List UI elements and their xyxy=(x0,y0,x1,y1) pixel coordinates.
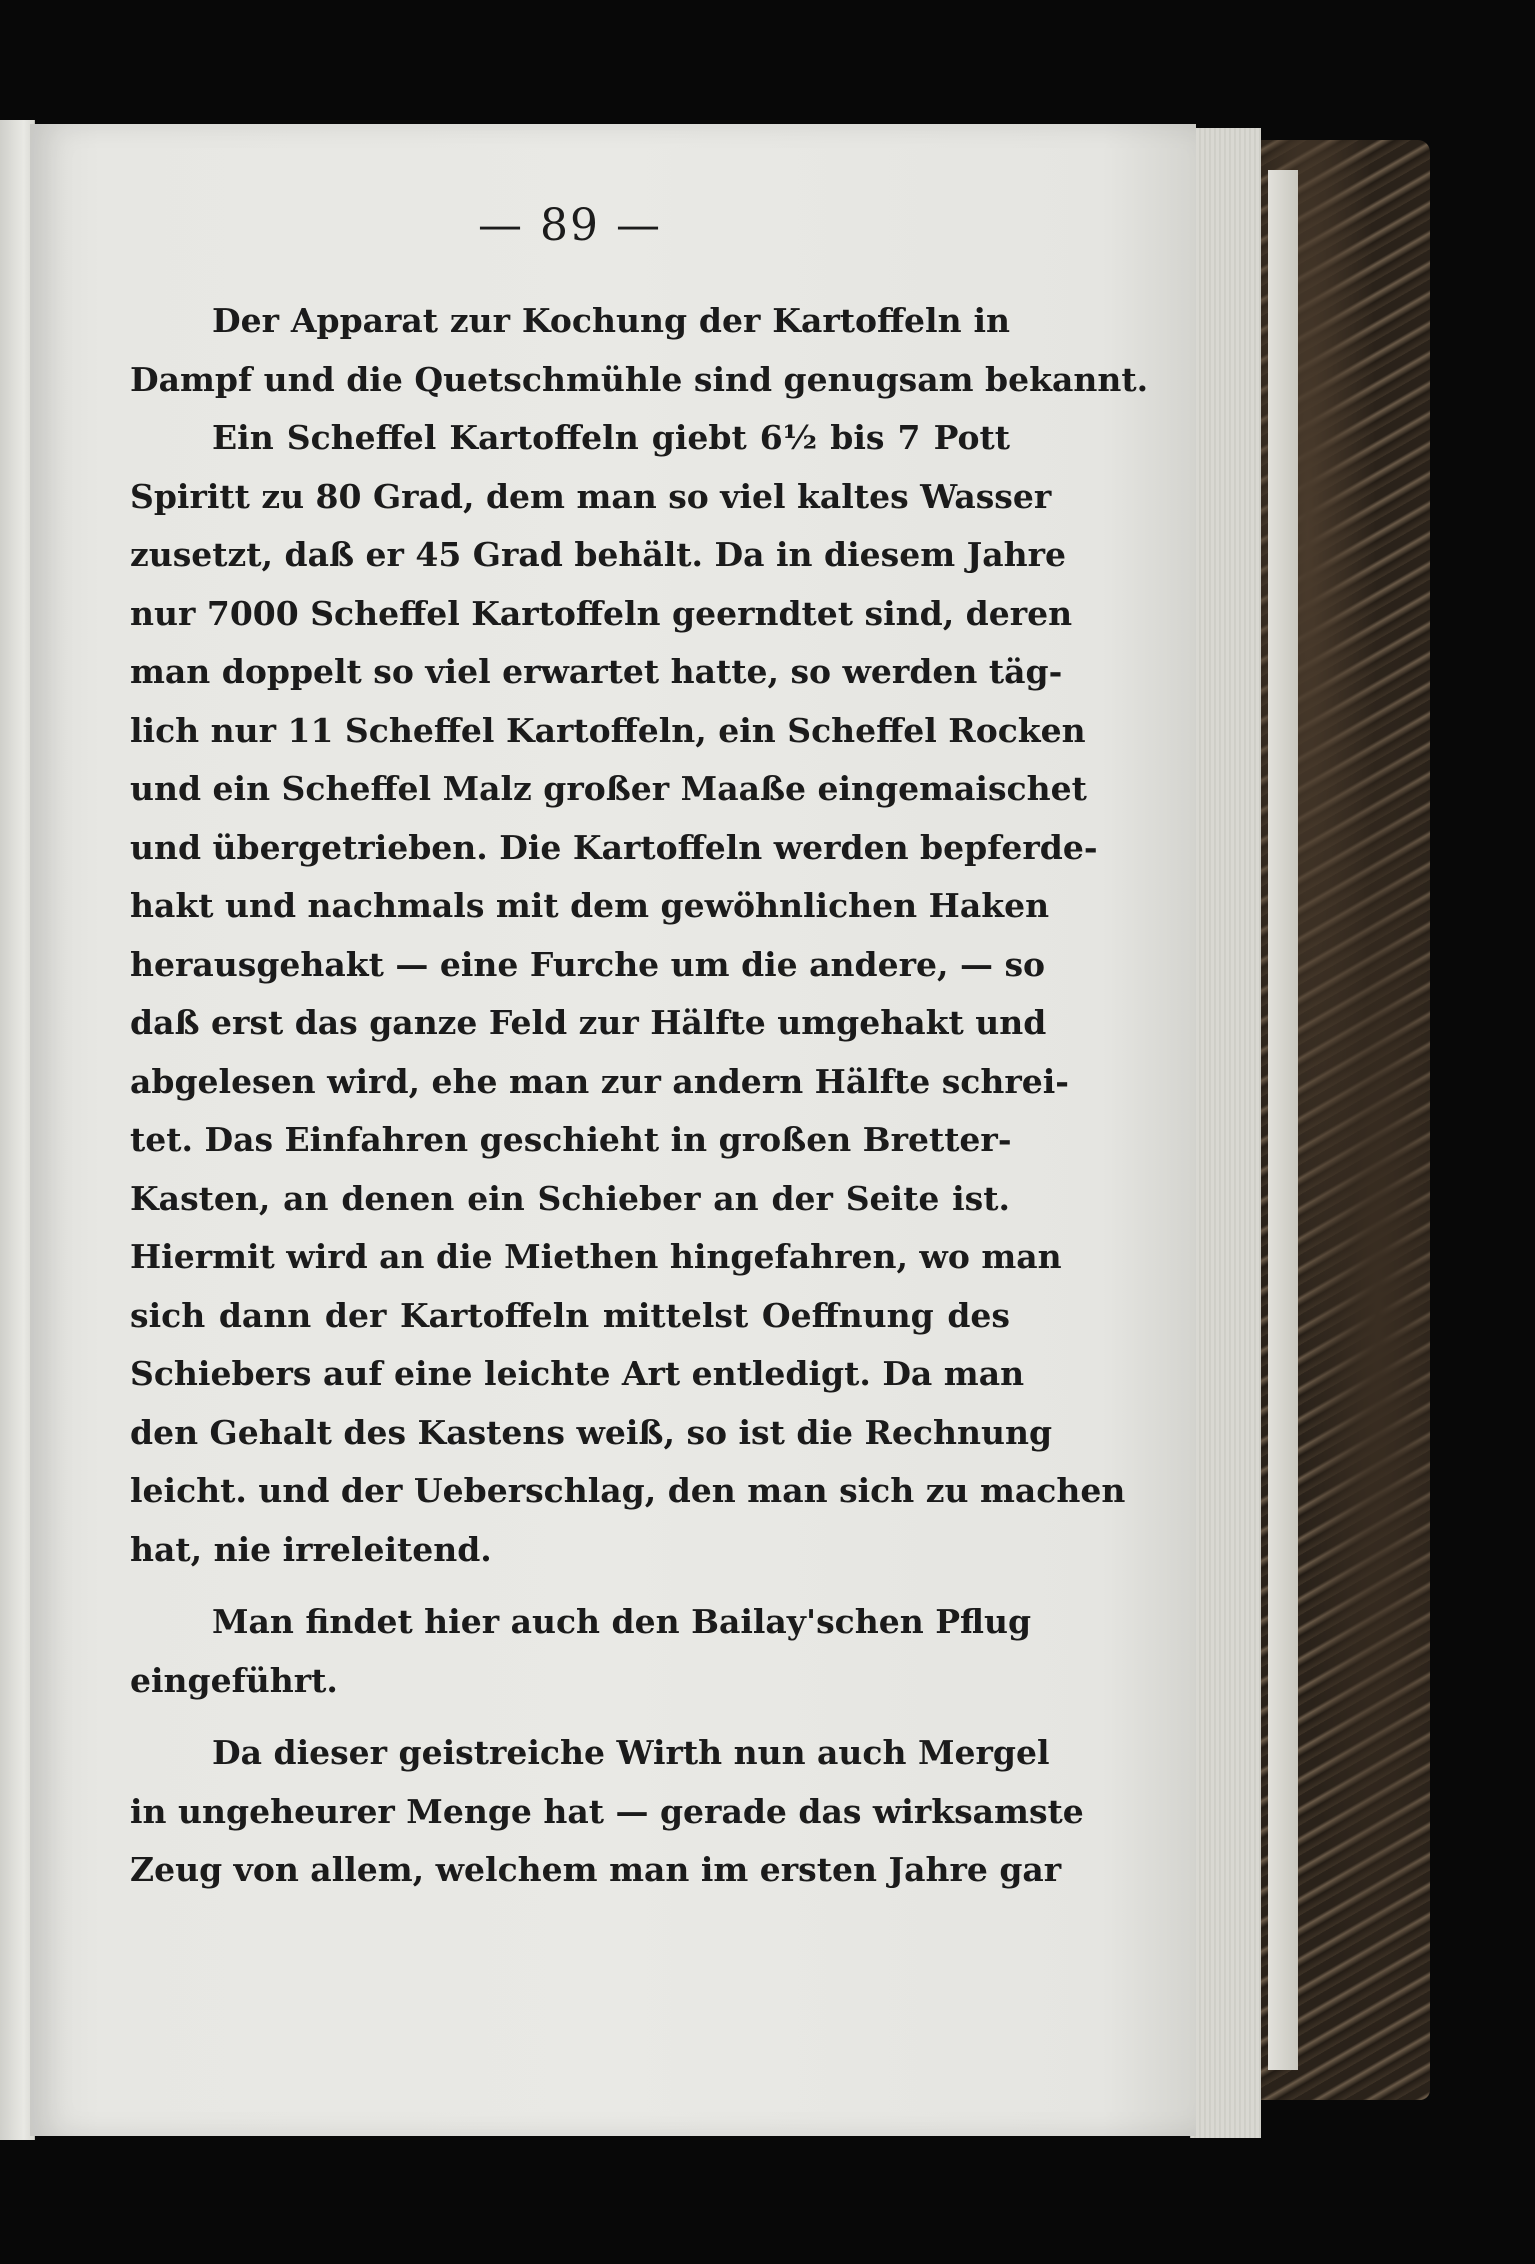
text-line: zusetzt, daß er 45 Grad behält. Da in diesem Jahre xyxy=(130,535,1066,574)
text-line: abgelesen wird, ehe man zur andern Hälfte schrei- xyxy=(130,1061,1069,1101)
text-line: lich nur 11 Scheffel Kartoffeln, ein Scheffel Rocken xyxy=(130,710,1086,750)
text-line: Der Apparat zur Kochung der Kartoffeln in xyxy=(212,301,1010,340)
text-line: tet. Das Einfahren geschieht in großen Bretter- xyxy=(130,1120,1012,1159)
text-line: eingeführt. xyxy=(130,1660,338,1700)
text-line: hakt und nachmals mit dem gewöhnlichen Haken xyxy=(130,886,1050,925)
text-line: Hiermit wird an die Miethen hingefahren, wo man xyxy=(130,1237,1062,1276)
page-number: — 89 — xyxy=(478,200,662,251)
text-line: leicht. und der Ueberschlag, den man sich zu machen xyxy=(130,1471,1126,1510)
text-line: in ungeheurer Menge hat — gerade das wirksamste xyxy=(130,1791,1084,1831)
text-line: daß erst das ganze Feld zur Hälfte umgehakt und xyxy=(130,1003,1047,1042)
page-text xyxy=(130,292,1149,1900)
text-line: Zeug von allem, welchem man im ersten Jahre gar xyxy=(130,1850,1062,1889)
text-line: man doppelt so viel erwartet hatte, so werden täg- xyxy=(130,652,1063,691)
text-line: und ein Scheffel Malz großer Maaße eingemaischet xyxy=(130,769,1087,808)
text-line: Ein Scheffel Kartoffeln giebt 6½ bis 7 Pott xyxy=(212,418,1010,457)
text-line: herausgehakt — eine Furche um die andere, — so xyxy=(130,944,1046,984)
text-line: Schiebers auf eine leichte Art entledigt. Da man xyxy=(130,1354,1025,1393)
page-stack-edge xyxy=(1190,128,1261,2138)
text-line: nur 7000 Scheffel Kartoffeln geerndtet sind, deren xyxy=(130,593,1073,633)
text-line: hat, nie irreleitend. xyxy=(130,1529,492,1569)
text-line: den Gehalt des Kastens weiß, so ist die Rechnung xyxy=(130,1412,1053,1452)
text-line: Spiritt zu 80 Grad, dem man so viel kaltes Wasser xyxy=(130,476,1052,516)
text-line: und übergetrieben. Die Kartoffeln werden bepferde- xyxy=(130,827,1098,867)
text-line: sich dann der Kartoffeln mittelst Oeffnung des xyxy=(130,1295,1010,1335)
text-line: Kasten, an denen ein Schieber an der Seite ist. xyxy=(130,1178,1010,1218)
text-line: Da dieser geistreiche Wirth nun auch Mergel xyxy=(212,1733,1050,1772)
text-line: Man findet hier auch den Bailay'schen Pflug xyxy=(212,1602,1032,1641)
cover-inner-edge xyxy=(1268,170,1298,2070)
text-line: Dampf und die Quetschmühle sind genugsam bekannt. xyxy=(130,359,1149,399)
